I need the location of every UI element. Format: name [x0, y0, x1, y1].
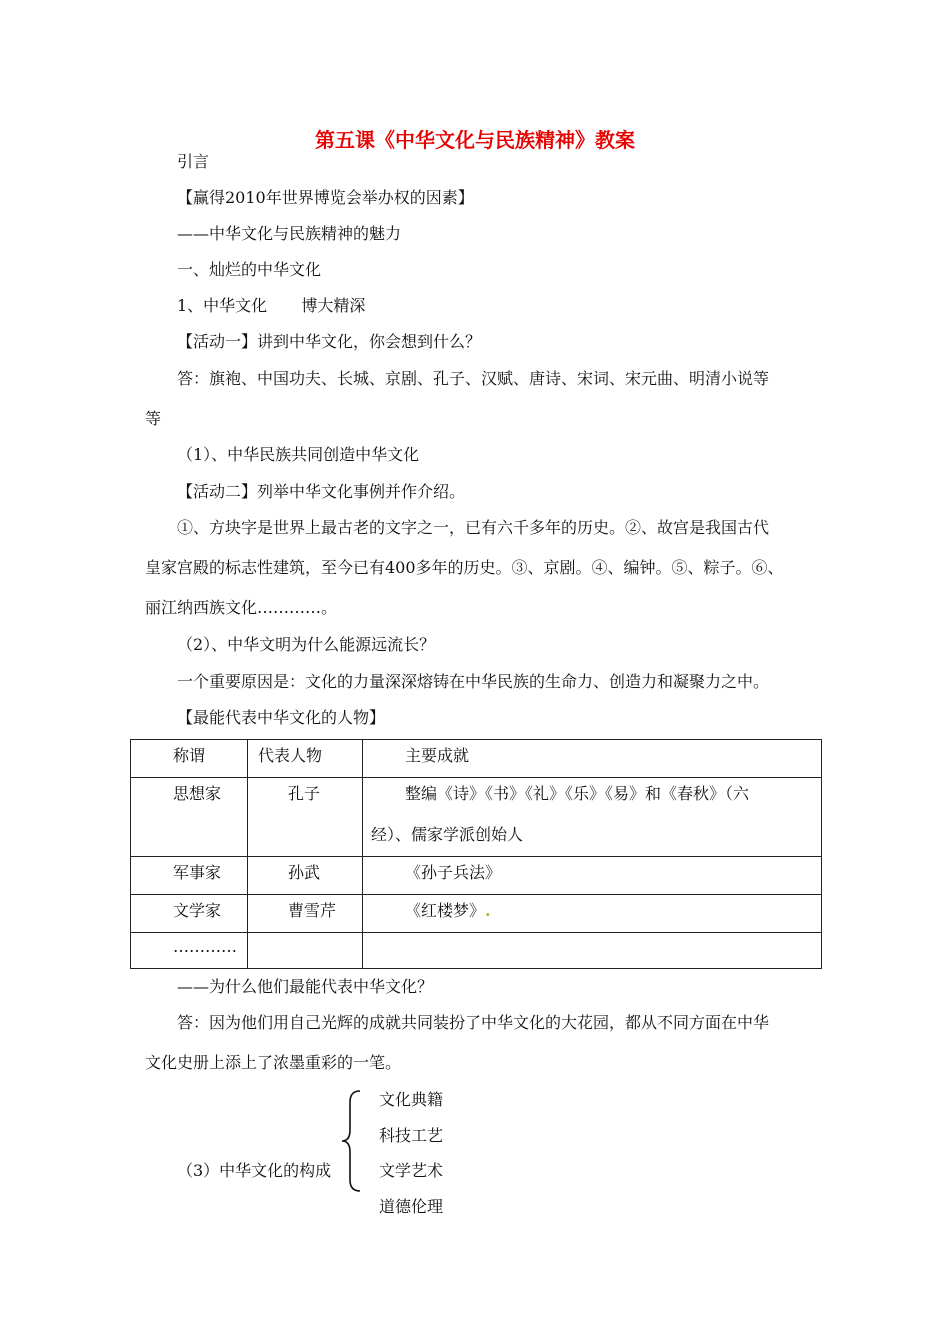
cell-person: 曹雪芹 [288, 901, 337, 920]
table-title: 【最能代表中华文化的人物】 [177, 708, 386, 727]
cell-title: 军事家 [173, 863, 222, 882]
header-title: 称谓 [173, 746, 206, 765]
cell-achievement: 整编《诗》《书》《礼》《乐》《易》和《春秋》（六 [405, 784, 750, 803]
subsection-1-theme: 博大精深 [301, 296, 366, 315]
part-item: 文化典籍 [379, 1090, 444, 1109]
table-header-row [131, 740, 822, 778]
cell-person: 孙武 [288, 863, 321, 882]
subheading-charm: ——中华文化与民族精神的魅力 [177, 224, 402, 243]
document-title: 第五课《中华文化与民族精神》教案 [315, 128, 635, 152]
examples-line-3: 丽江纳西族文化…………。 [145, 598, 338, 617]
answer-2-line-2: 文化史册上添上了浓墨重彩的一笔。 [145, 1053, 402, 1072]
left-brace-icon [340, 1090, 362, 1192]
cell-person: 孔子 [288, 784, 321, 803]
subsection-1 [177, 296, 365, 316]
green-mark: . [485, 901, 491, 920]
part-item: 文学艺术 [379, 1161, 444, 1180]
part-item: 科技工艺 [379, 1126, 444, 1145]
table-row [131, 778, 822, 857]
cell-achievement: 《红楼梦》 [405, 901, 486, 920]
answer-1-line-2: 等 [145, 409, 162, 428]
subsection-1-label: 1、中华文化 [177, 296, 268, 315]
cell-title: ………… [173, 937, 237, 956]
activity-1: 【活动一】讲到中华文化，你会想到什么？ [177, 332, 482, 351]
part-item: 道德伦理 [379, 1197, 444, 1216]
cell-title: 思想家 [173, 784, 222, 803]
answer-2-line-1: 答：因为他们用自己光辉的成就共同装扮了中华文化的大花园，都从不同方面在中华 [177, 1013, 770, 1032]
question-text: ——为什么他们最能代表中华文化？ [177, 977, 434, 996]
point-1: （1）、中华民族共同创造中华文化 [177, 445, 420, 464]
cell-achievement-cont: 经）、儒家学派创始人 [371, 825, 524, 844]
point-2: （2）、中华文明为什么能源远流长？ [177, 635, 436, 654]
examples-line-2: 皇家宫殿的标志性建筑，至今已有400多年的历史。③、京剧。④、编钟。⑤、粽子。⑥、 [145, 558, 784, 577]
intro-label: 引言 [177, 152, 210, 171]
examples-line-1: ①、方块字是世界上最古老的文字之一，已有六千多年的历史。②、故宫是我国古代 [177, 518, 770, 537]
answer-1-line-1: 答：旗袍、中国功夫、长城、京剧、孔子、汉赋、唐诗、宋词、宋元曲、明清小说等 [177, 369, 770, 388]
header-person: 代表人物 [258, 746, 323, 765]
reason-text: 一个重要原因是：文化的力量深深熔铸在中华民族的生命力、创造力和凝聚力之中。 [177, 672, 770, 691]
table-row [131, 895, 822, 933]
table-row [131, 857, 822, 895]
table-row [131, 933, 822, 969]
point-3: （3）中华文化的构成 [177, 1161, 332, 1180]
heading-expo: 【赢得2010年世界博览会举办权的因素】 [177, 188, 474, 207]
activity-2: 【活动二】列举中华文化事例并作介绍。 [177, 482, 466, 501]
cell-title: 文学家 [173, 901, 222, 920]
header-achievement: 主要成就 [405, 746, 470, 765]
cell-achievement: 《孙子兵法》 [405, 863, 502, 882]
section-heading-1: 一、灿烂的中华文化 [177, 260, 322, 279]
persons-table [130, 739, 822, 969]
